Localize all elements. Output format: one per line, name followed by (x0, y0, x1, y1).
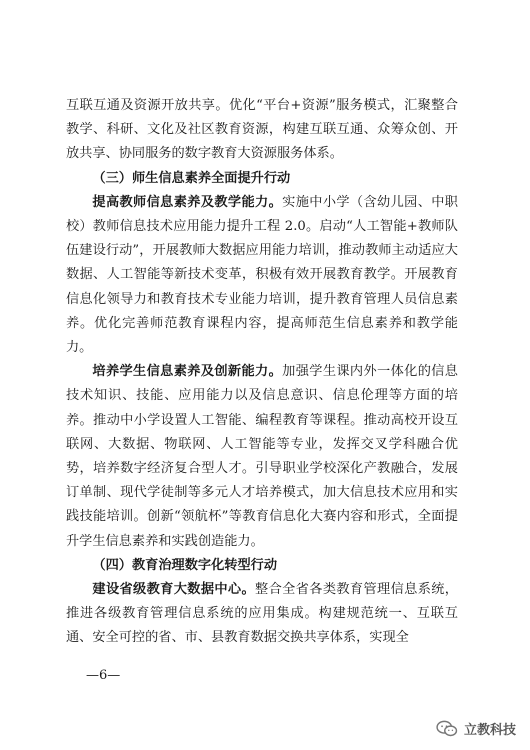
section-heading-4: （四）教育治理数字化转型行动 (92, 557, 278, 573)
paragraph-body: 实施中小学（含幼儿园、中职校）教师信息技术应用能力提升工程 2.0。启动“人工智能+教师队伍建设行动”，开展教师大数据应用能力培训，推动教师主动适应大数据、人工智能等新技术变革，积极有效开展教育教学。开展教育信息化领导力和教育技术专业能力培训，提升教育管理人员信息素养。优化完善师范教育课程内容，提高师范生信息素养和教学能力。 (66, 194, 458, 356)
paragraph-lead: 建设省级教育大数据中心。 (92, 582, 256, 598)
section-heading-3: （三）师生信息素养全面提升行动 (92, 170, 291, 186)
paragraph-body: 整合全省各类教育管理信息系统，推进各级教育管理信息系统的应用集成。构建规范统一、互联互通、安全可控的省、市、县教育数据交换共享体系，实现全 (66, 582, 458, 646)
watermark-text: 立教科技 (463, 723, 516, 738)
watermark (436, 719, 516, 738)
paragraph-student-literacy (66, 360, 458, 554)
paragraph-teacher-literacy (66, 191, 458, 360)
document-body (66, 94, 458, 651)
paragraph-lead: 培养学生信息素养及创新能力。 (92, 364, 283, 380)
paragraph-data-center (66, 578, 458, 651)
paragraph-body: 加强学生课内外一体化的信息技术知识、技能、应用能力以及信息意识、信息伦理等方面的培养。推动中小学设置人工智能、编程教育等课程。推动高校开设互联网、大数据、物联网、人工智能等专业，发挥交叉学科融合优势，培养数字经济复合型人才。引导职业学校深化产教融合，发展订单制、现代学徒制等多元人才培养模式，加大信息技术应用和实践技能培训。创新“领航杯”等教育信息化大赛内容和形式，全面提升学生信息素养和实践创造能力。 (66, 364, 458, 549)
page-number: —6— (86, 668, 121, 683)
wechat-icon (436, 720, 458, 738)
paragraph-intro: 互联互通及资源开放共享。优化“平台+资源”服务模式，汇聚整合教学、科研、文化及社区教育资源，构建互联互通、众筹众创、开放共享、协同服务的数字教育大资源服务体系。 (66, 98, 458, 162)
paragraph-lead: 提高教师信息素养及教学能力。 (92, 194, 283, 210)
